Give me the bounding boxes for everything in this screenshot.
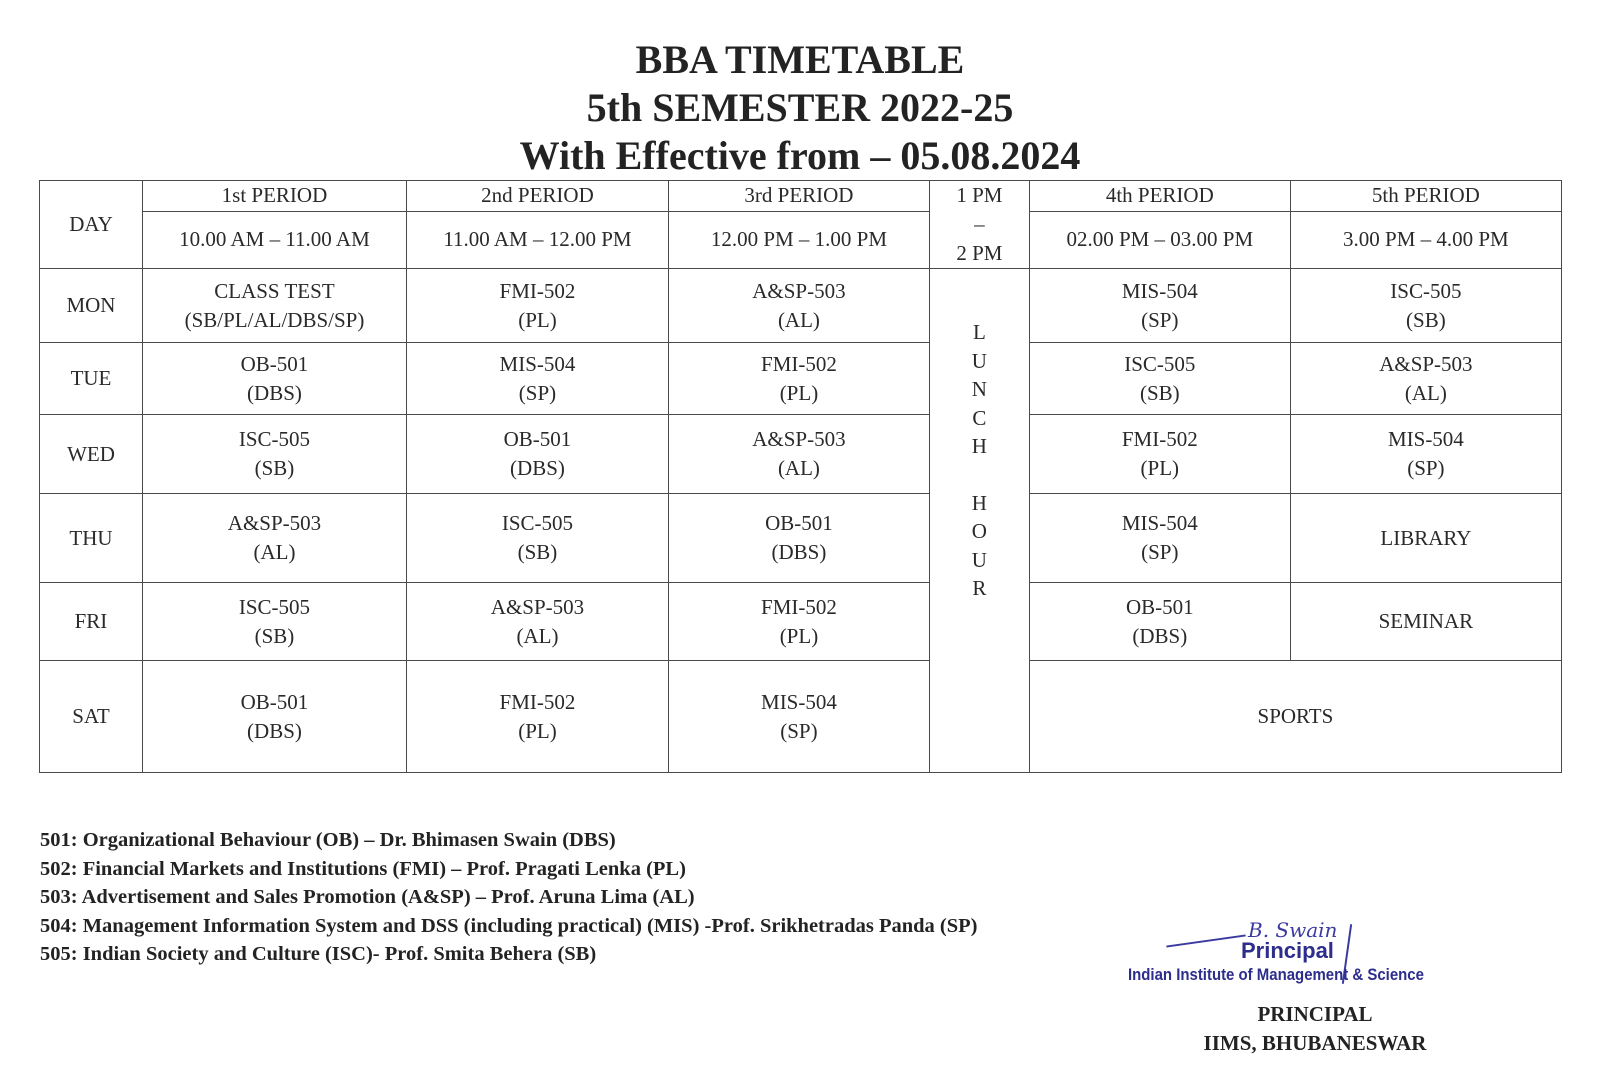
faculty-code: (DBS) [247,380,302,405]
class-cell [406,343,668,415]
course-code: A&SP-503 [752,278,846,303]
faculty-code: (AL) [1404,380,1447,405]
lunch-dash: – [974,212,985,236]
day-label: FRI [40,583,143,661]
day-header: DAY [40,181,143,269]
period-time: 02.00 PM – 03.00 PM [1029,211,1290,268]
period-time: 11.00 AM – 12.00 PM [406,211,668,268]
lunch-gap [972,461,987,489]
class-cell [142,343,406,415]
course-code: ISC-505 [238,594,311,619]
signature: B. Swain [1248,918,1338,942]
lunch-hour [929,269,1029,773]
signature-stroke [1166,934,1245,947]
day-label: TUE [40,343,143,415]
class-cell [142,661,406,773]
course-code: FMI-502 [499,689,576,714]
day-label: SAT [40,661,143,773]
course-code: MIS-504 [761,689,837,714]
lunch-start: 1 PM [956,183,1003,207]
lunch-time-header [929,181,1029,269]
period-time: 3.00 PM – 4.00 PM [1290,211,1561,268]
class-cell [406,494,668,583]
legend-item: 503: Advertisement and Sales Promotion (A&SP) – Prof. Aruna Lima (AL) [40,886,695,908]
lunch-end: 2 PM [956,241,1003,265]
faculty-code: (AL) [777,307,820,332]
class-cell [1290,494,1561,583]
course-code: FMI-502 [761,594,837,619]
period-header: 3rd PERIOD [668,181,929,212]
day-row [40,269,1562,343]
faculty-code: (DBS) [510,456,565,480]
course-code: OB-501 [240,689,309,714]
signatory-designation: PRINCIPAL [1257,1002,1373,1026]
period-time: 12.00 PM – 1.00 PM [668,211,929,268]
course-code: ISC-505 [1390,278,1462,303]
stamp-institute: Indian Institute of Management & Science [1128,965,1424,984]
period-header: 4th PERIOD [1029,181,1290,212]
class-cell [406,415,668,494]
day-row [40,583,1562,661]
faculty-code: (PL) [518,718,557,743]
class-cell [668,661,929,773]
document-title: BBA TIMETABLE [635,37,965,82]
effective-date: With Effective from – 05.08.2024 [519,133,1081,178]
class-cell [1290,415,1561,494]
faculty-code: (SP) [780,718,818,743]
signatory-place: IIMS, BHUBANESWAR [1203,1031,1427,1055]
course-code: MIS-504 [1387,427,1464,451]
class-cell [1029,583,1290,661]
period-header: 2nd PERIOD [406,181,668,212]
faculty-code: (PL) [779,623,819,648]
period-header: 5th PERIOD [1290,181,1561,212]
class-cell [1290,583,1561,661]
legend-item: 505: Indian Society and Culture (ISC)- Prof. Smita Behera (SB) [40,943,597,965]
faculty-code: (DBS) [771,540,827,564]
faculty-code: (SB) [1139,380,1180,405]
time-row [40,211,1562,268]
day-label: WED [40,415,143,494]
class-cell [668,343,929,415]
class-cell [406,661,668,773]
course-code: ISC-505 [238,427,311,451]
course-code: ISC-505 [501,511,574,535]
lunch-letter: R [972,576,987,600]
lunch-letter: C [972,405,987,430]
course-code: ISC-505 [1124,351,1196,376]
class-cell [1029,415,1290,494]
period-header: 1st PERIOD [142,181,406,212]
class-cell [668,269,929,343]
lunch-letter: L [972,320,986,344]
spacer [930,603,1029,723]
course-code: FMI-502 [761,351,837,376]
faculty-code: (SP) [1407,456,1445,480]
lunch-hour-label [972,318,987,603]
lunch-letter: U [971,348,987,373]
class-cell [142,269,406,343]
course-code: MIS-504 [1121,511,1198,535]
class-cell [1290,269,1561,343]
faculty-code: (DBS) [1132,623,1188,648]
faculty-code: (SP) [1141,540,1179,564]
legend-item: 504: Management Information System and DSS (including practical) (MIS) -Prof. Srikhetradas Panda (SP) [40,914,978,937]
legend-item: 501: Organizational Behaviour (OB) – Dr. Bhimasen Swain (DBS) [40,829,616,851]
class-cell [668,583,929,661]
class-cell [1290,343,1561,415]
class-cell [142,583,406,661]
timetable [39,180,1562,773]
faculty-code: (SB) [254,623,295,648]
day-row [40,661,1562,773]
course-code: SPORTS [1257,704,1334,728]
course-code: SEMINAR [1378,609,1474,633]
class-cell [406,583,668,661]
course-legend [40,826,978,969]
faculty-code: (PL) [518,307,557,332]
lunch-letter: O [971,519,987,543]
period-time: 10.00 AM – 11.00 AM [142,211,406,268]
course-code: A&SP-503 [490,594,585,619]
faculty-code: (AL) [253,540,296,564]
faculty-code: (DBS) [247,718,302,743]
day-row [40,415,1562,494]
day-row [40,494,1562,583]
day-row [40,343,1562,415]
course-code: OB-501 [765,511,833,535]
course-code: LIBRARY [1380,525,1472,550]
day-label: THU [40,494,143,583]
legend-item: 502: Financial Markets and Institutions (FMI) – Prof. Pragati Lenka (PL) [40,857,686,880]
lunch-letter: H [971,490,987,515]
class-cell [1029,269,1290,343]
faculty-code: (AL) [516,623,559,648]
class-cell [668,494,929,583]
course-code: A&SP-503 [1379,351,1473,376]
course-code: A&SP-503 [227,511,322,535]
stamp-title: Principal [1241,938,1334,963]
class-cell [406,269,668,343]
faculty-code: (PL) [779,380,819,405]
lunch-letter: U [971,547,987,572]
class-cell [1029,494,1290,583]
semester-subtitle: 5th SEMESTER 2022-25 [586,85,1014,130]
class-cell [142,494,406,583]
class-cell [1029,343,1290,415]
class-cell [1029,661,1561,773]
class-cell [668,415,929,494]
faculty-code: (SP) [518,380,557,405]
faculty-code: (SB/PL/AL/DBS/SP) [184,307,365,332]
course-code: OB-501 [240,351,309,376]
course-code: OB-501 [503,427,572,451]
faculty-code: (SB) [517,540,558,564]
faculty-code: (SB) [1406,307,1446,332]
lunch-letter: H [971,434,987,458]
class-cell [142,415,406,494]
course-code: A&SP-503 [752,427,846,451]
course-code: MIS-504 [1121,278,1198,303]
faculty-code: (SP) [1141,307,1179,332]
course-code: OB-501 [1125,594,1194,619]
lunch-letter: N [971,377,987,401]
course-code: FMI-502 [499,278,576,303]
course-code: MIS-504 [499,351,576,376]
faculty-code: (PL) [1140,456,1180,480]
course-code: FMI-502 [1121,427,1198,451]
faculty-code: (AL) [777,456,820,480]
faculty-code: (SB) [254,456,295,480]
course-code: CLASS TEST [214,278,335,303]
day-label: MON [40,269,143,343]
header-row [40,181,1562,212]
